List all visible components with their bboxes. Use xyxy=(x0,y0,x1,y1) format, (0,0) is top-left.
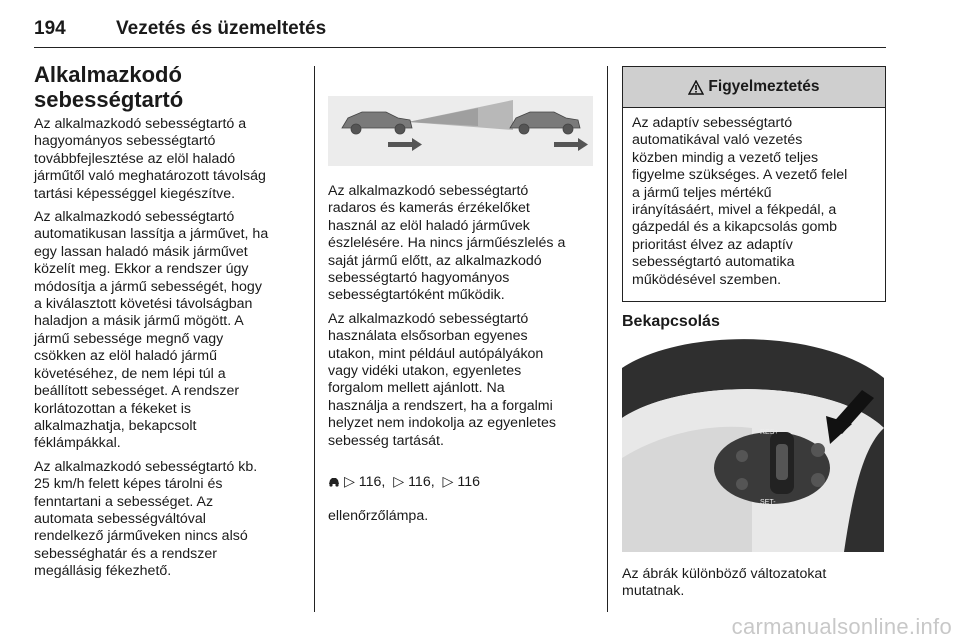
warning-box xyxy=(622,66,886,302)
steering-wheel-illustration xyxy=(622,338,884,552)
paragraph-4: Az alkalmazkodó sebességtartó radaros és kamerás érzékelőket használ az elöl haladó járművek észlelésére. Ha nincs járműészlelés a saját jármű előtt, az alkalmazkodó sebességtartó hagyományos sebességtartóként működik. xyxy=(328,183,566,304)
radar-illustration xyxy=(328,66,593,172)
running-title: Vezetés és üzemeltetés xyxy=(116,18,327,39)
res-label: RES+ xyxy=(760,429,779,436)
column-divider-1 xyxy=(314,66,315,612)
reference-line xyxy=(328,456,593,526)
column-divider-2 xyxy=(607,66,608,612)
paragraph-5: Az alkalmazkodó sebességtartó használata elsősorban egyenes utakon, mint például autópályákon vagy vidéki utakon, egyenletes forgalom mellett ajánlott. Na használja a rendszert, ha a forgalmi helyzet nem indokolja az egyenletes sebesség tartását. xyxy=(328,310,556,449)
warning-header xyxy=(623,67,885,108)
column-left xyxy=(34,62,300,587)
set-label: SET- xyxy=(760,499,776,506)
paragraph-1: Az alkalmazkodó sebességtartó a hagyományos sebességtartó továbbfejlesztése az elöl haladó járműtől való meghatározott távolság tartási képességgel kiegészítve. xyxy=(34,116,266,202)
car-indicator-icon xyxy=(328,476,340,487)
paragraph-3: Az alkalmazkodó sebességtartó kb. 25 km/h felett képes tárolni és fenntartani a sebességet. Az automata sebességváltóval rendelkező járműveken nincs alsó sebességhatár és a rendszer megállásig fékezhető. xyxy=(34,458,258,580)
watermark: carmanualsonline.info xyxy=(731,614,952,639)
warning-text: Az adaptív sebességtartó automatikával való vezetés közben mindig a vezető teljes figyelme szükséges. A vezető felel a jármű teljes mértékű irányításáért, mivel a fékpedál, a gázpedál és a kikapcsolás gomb prioritást élvez az adaptív sebességtartó automatika működésével szemben. xyxy=(632,115,848,288)
page-number: 194 xyxy=(34,18,66,39)
column-right xyxy=(622,312,720,332)
warning-triangle-icon xyxy=(688,80,704,95)
section-heading-activation: Bekapcsolás xyxy=(622,313,720,330)
warning-title: Figyelmeztetés xyxy=(708,78,820,95)
section-heading-acc: Alkalmazkodó sebességtartó xyxy=(34,62,184,112)
header-rule xyxy=(34,47,886,48)
reference-list: ▷ 116, ▷ 116, ▷ 116 xyxy=(340,473,481,490)
figure-caption xyxy=(622,566,884,607)
page-header xyxy=(34,18,886,48)
caption-text: Az ábrák különböző változatokat mutatnak. xyxy=(622,566,827,600)
paragraph-2: Az alkalmazkodó sebességtartó automatikusan lassítja a járművet, ha egy lassan haladó másik járművet közelít meg. Ekkor a rendszer úgy módosítja a jármű sebességét, hogy a kiválasztott követési távolságban haladjon a másik jármű mögött. A jármű sebessége megnő vagy csökken az elöl haladó jármű követéséhez, de nem lépi túl a beállított sebességet. A rendszer korlátozottan a fékeket is alkalmazhatja, bekapcsolt féklámpákkal. xyxy=(34,209,269,452)
reference-tail: ellenőrzőlámpa. xyxy=(328,508,429,525)
